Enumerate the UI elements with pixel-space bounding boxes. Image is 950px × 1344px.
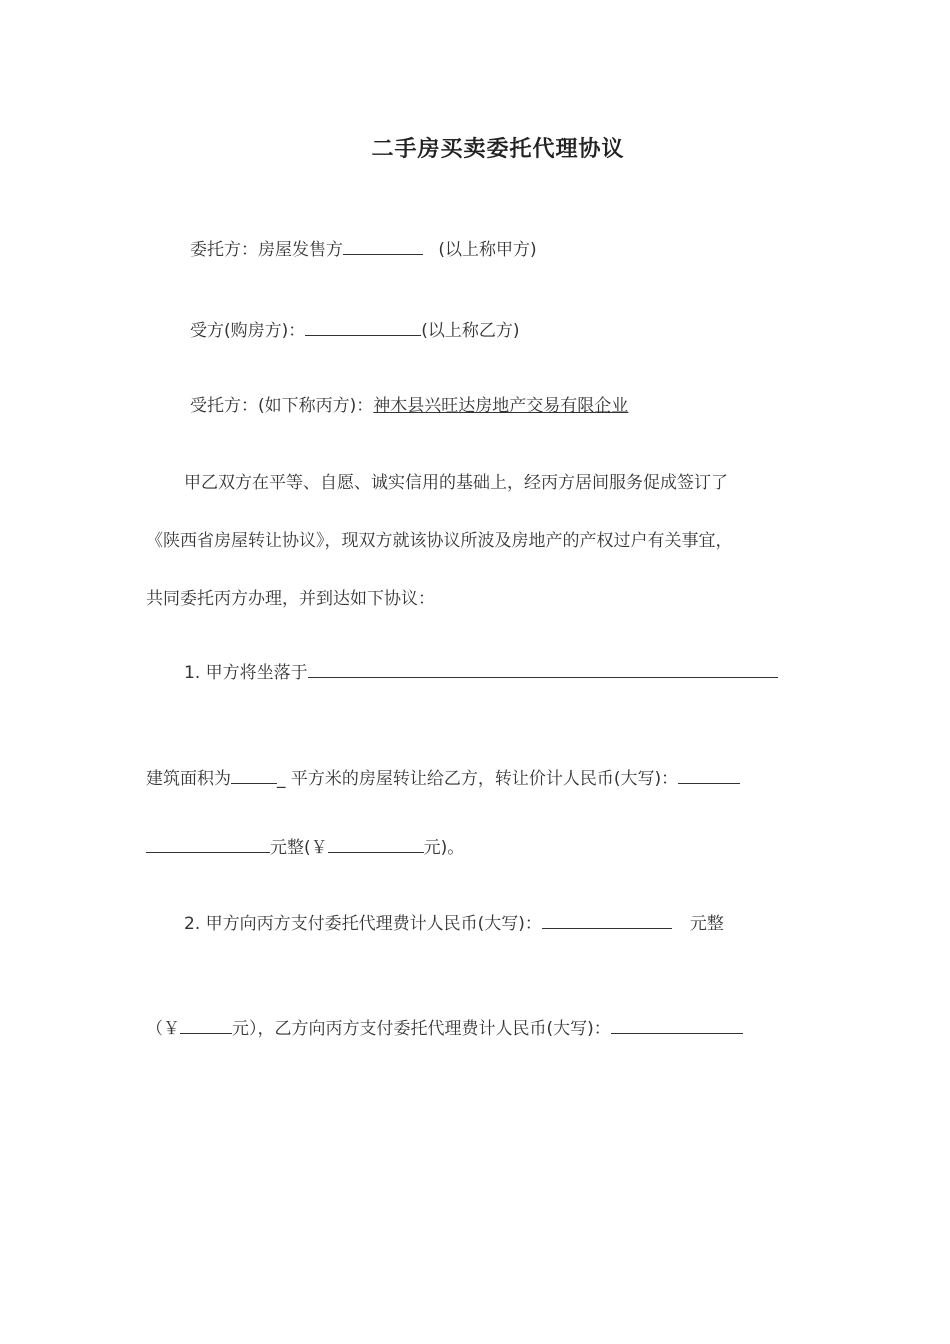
document-title: 二手房买卖委托代理协议 bbox=[371, 137, 625, 162]
area-label: 建筑面积为 bbox=[146, 769, 231, 789]
party-c-label: 受托方：(如下称丙方)： bbox=[190, 396, 374, 416]
clause-1-line-1 bbox=[184, 661, 778, 683]
location-blank bbox=[308, 661, 778, 678]
clause-1-text: 1. 甲方将坐落于 bbox=[184, 663, 308, 683]
price-yuan-label: 元整(￥ bbox=[270, 838, 328, 858]
transfer-text: _ 平方米的房屋转让给乙方，转让价计人民币(大写)： bbox=[277, 769, 679, 789]
area-blank bbox=[231, 767, 277, 784]
price-number-blank bbox=[328, 836, 424, 853]
fee-a-words-blank bbox=[542, 912, 672, 929]
party-a-label: 委托方：房屋发售方 bbox=[190, 240, 343, 260]
party-b-suffix: (以上称乙方) bbox=[421, 321, 520, 341]
party-a-suffix: (以上称甲方) bbox=[438, 240, 537, 260]
fee-a-number-blank bbox=[180, 1017, 232, 1034]
party-a-blank bbox=[343, 238, 423, 255]
clause-2-text: 2. 甲方向丙方支付委托代理费计人民币(大写)： bbox=[184, 914, 542, 934]
party-b-line bbox=[190, 319, 520, 341]
party-c-line bbox=[190, 396, 628, 416]
intro-line-1: 甲乙双方在平等、自愿、诚实信用的基础上，经丙方居间服务促成签订了 bbox=[184, 473, 728, 493]
fee-b-text: 元），乙方向丙方支付委托代理费计人民币(大写)： bbox=[232, 1019, 611, 1039]
price-words-blank-a bbox=[678, 767, 740, 784]
intro-line-2: 《陕西省房屋转让协议》，现双方就该协议所波及房地产的产权过户有关事宜， bbox=[146, 531, 733, 551]
party-b-blank bbox=[305, 319, 421, 336]
party-b-label: 受方(购房方)： bbox=[190, 321, 306, 341]
price-words-blank-b bbox=[146, 836, 270, 853]
party-a-line bbox=[190, 238, 537, 260]
clause-1-line-3 bbox=[146, 836, 464, 858]
fee-a-yuan-label: （￥ bbox=[146, 1019, 180, 1039]
clause-1-line-2 bbox=[146, 767, 740, 789]
clause-2-line-1 bbox=[184, 912, 724, 934]
clause-2-line-2 bbox=[146, 1017, 743, 1039]
party-c-name: 神木县兴旺达房地产交易有限企业 bbox=[373, 396, 629, 416]
price-yuan-suffix: 元)。 bbox=[423, 838, 465, 858]
fee-a-unit: 元整 bbox=[689, 914, 724, 934]
fee-b-words-blank bbox=[611, 1017, 743, 1034]
intro-line-3: 共同委托丙方办理，并到达如下协议： bbox=[146, 589, 435, 609]
